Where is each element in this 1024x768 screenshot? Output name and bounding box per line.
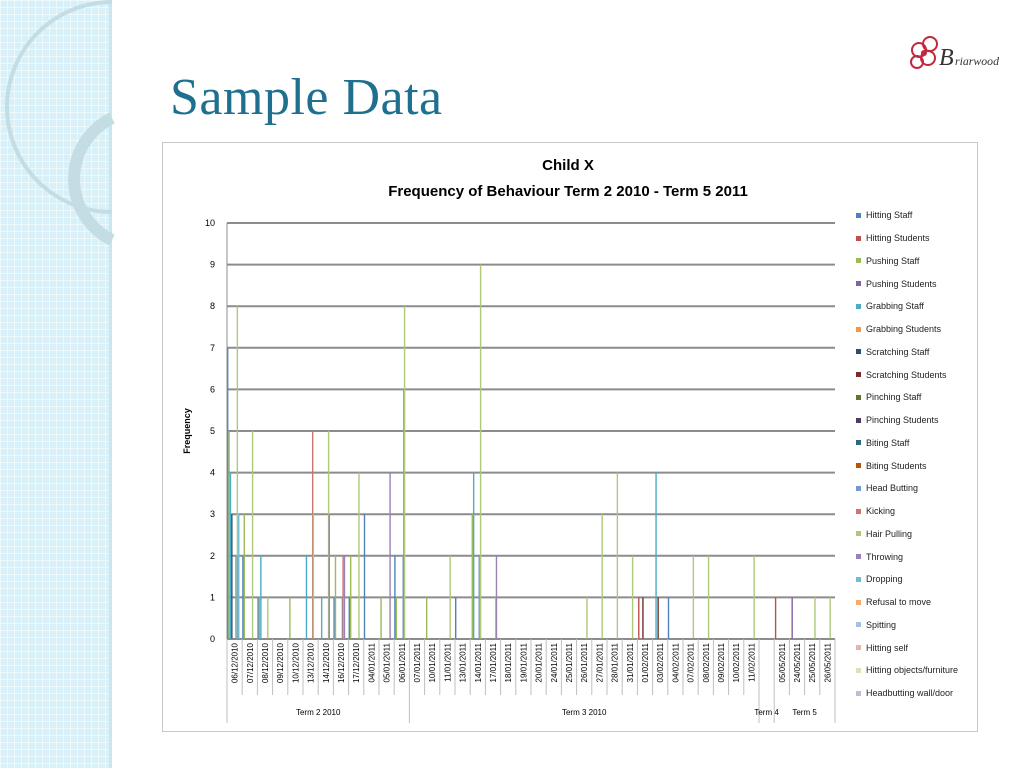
bar [455, 597, 456, 639]
x-tick-label: 03/02/2011 [656, 643, 666, 683]
bar [380, 597, 381, 639]
legend-swatch [856, 622, 861, 627]
legend-label: Grabbing Students [866, 324, 942, 335]
x-group-label: Term 2 2010 [295, 708, 341, 717]
legend-label: Biting Students [866, 460, 927, 471]
x-tick-label: 08/12/2010 [261, 643, 270, 684]
bar [329, 514, 330, 639]
legend-item [856, 204, 958, 227]
x-tick-label: 07/02/2011 [686, 643, 696, 683]
legend-item [856, 272, 958, 295]
legend-swatch [856, 304, 861, 309]
legend-item [856, 250, 958, 273]
legend-label: Throwing [866, 551, 904, 562]
legend-swatch [856, 258, 861, 263]
bar [478, 556, 479, 639]
x-tick-label: 04/02/2011 [671, 643, 681, 683]
x-tick-label: 17/01/2011 [489, 643, 498, 683]
legend-label: Scratching Staff [866, 346, 930, 357]
legend-label: Refusal to move [866, 597, 932, 608]
svg-text:riarwood: riarwood [955, 54, 1000, 68]
chart-title: Child X [542, 157, 594, 174]
bar-chart [163, 143, 977, 731]
legend-label: Pinching Students [866, 415, 939, 426]
legend-label: Headbutting wall/door [866, 688, 954, 699]
bar [260, 556, 261, 639]
y-tick-label: 9 [209, 259, 215, 270]
decorative-ring-small [74, 118, 112, 240]
decorative-ring-large [7, 2, 112, 212]
bar [228, 431, 229, 639]
bar [829, 597, 830, 639]
legend-swatch [856, 554, 861, 559]
legend-label: Biting Staff [866, 437, 910, 448]
legend-swatch [856, 463, 861, 468]
legend-label: Grabbing Staff [866, 301, 924, 312]
legend-swatch [856, 395, 861, 400]
x-tick-label: 24/01/2011 [549, 643, 559, 683]
legend-item [856, 432, 958, 455]
bar [394, 556, 395, 639]
bar [791, 597, 792, 639]
x-tick-label: 04/01/2011 [367, 643, 377, 683]
legend-swatch [856, 236, 861, 241]
bar [358, 473, 359, 639]
legend-item [856, 682, 958, 705]
legend-item [856, 659, 958, 682]
legend-item [856, 523, 958, 546]
legend-item [856, 568, 958, 591]
legend-swatch [856, 213, 861, 218]
legend-item [856, 636, 958, 659]
bar [267, 597, 268, 639]
x-tick-label: 01/02/2011 [641, 643, 650, 683]
y-tick-label: 3 [209, 509, 215, 520]
legend-swatch [856, 691, 861, 696]
bar [259, 597, 260, 639]
legend-swatch [856, 372, 861, 377]
x-tick-label: 28/01/2011 [610, 643, 620, 683]
x-tick-label: 14/01/2011 [473, 643, 483, 683]
legend-swatch [856, 349, 861, 354]
chart-legend [856, 204, 958, 705]
legend-label: Spitting [866, 619, 897, 630]
y-tick-label: 8 [209, 301, 215, 312]
y-tick-label: 4 [209, 467, 215, 478]
x-tick-label: 25/01/2011 [565, 643, 574, 683]
y-tick-label: 2 [209, 550, 215, 561]
briarwood-logo [906, 32, 1006, 78]
legend-swatch [856, 509, 861, 514]
bar [775, 597, 776, 639]
bar [449, 556, 450, 639]
bar [289, 597, 290, 639]
bar [257, 597, 258, 639]
bar [617, 473, 618, 639]
bar [586, 597, 587, 639]
legend-item [856, 386, 958, 409]
bar [496, 556, 497, 639]
x-group-label: Term 4 [754, 708, 779, 717]
x-tick-label: 27/01/2011 [595, 643, 605, 683]
legend-item [856, 341, 958, 364]
x-tick-label: 09/12/2010 [276, 643, 286, 684]
bar [238, 514, 239, 639]
legend-label: Kicking [866, 506, 896, 517]
y-axis-label: Frequency [182, 408, 192, 454]
bar [230, 473, 231, 639]
legend-swatch [856, 281, 861, 286]
legend-item [856, 614, 958, 637]
bar [389, 473, 390, 639]
x-tick-label: 26/05/2011 [823, 643, 833, 683]
x-tick-label: 13/01/2011 [458, 643, 468, 683]
bar [708, 556, 709, 639]
legend-item [856, 477, 958, 500]
legend-item [856, 295, 958, 318]
x-group-label: Term 3 2010 [561, 708, 607, 717]
bar [693, 556, 694, 639]
bar [601, 514, 602, 639]
bar [349, 597, 350, 639]
x-tick-label: 10/12/2010 [291, 643, 301, 684]
bar [244, 514, 245, 639]
bar [313, 514, 314, 639]
bar [655, 473, 656, 639]
legend-label: Pinching Staff [866, 392, 922, 403]
bar [426, 597, 427, 639]
x-tick-label: 11/02/2011 [747, 643, 757, 682]
decorative-rings [0, 0, 160, 260]
bar [668, 597, 669, 639]
bar [480, 265, 481, 639]
x-tick-label: 31/01/2011 [625, 643, 635, 683]
y-axis-ticks [205, 218, 215, 644]
legend-item [856, 318, 958, 341]
x-tick-label: 05/05/2011 [777, 643, 787, 683]
bar [404, 306, 405, 639]
legend-item [856, 409, 958, 432]
legend-label: Hitting self [866, 642, 909, 653]
legend-item [856, 591, 958, 614]
y-tick-label: 5 [209, 426, 215, 436]
legend-swatch [856, 327, 861, 332]
bar [638, 597, 639, 639]
legend-swatch [856, 440, 861, 445]
x-tick-label: 26/01/2011 [580, 643, 590, 683]
x-tick-label: 17/12/2010 [352, 643, 362, 684]
y-tick-label: 1 [209, 592, 215, 603]
chart-subtitle: Frequency of Behaviour Term 2 2010 - Term 5 2011 [388, 183, 748, 200]
legend-label: Pushing Staff [866, 255, 920, 266]
bar [364, 514, 365, 639]
legend-swatch [856, 600, 861, 605]
legend-swatch [856, 486, 861, 491]
bar [396, 597, 397, 639]
y-tick-label: 6 [209, 384, 215, 395]
legend-item [856, 454, 958, 477]
legend-label: Hair Pulling [866, 528, 913, 539]
x-tick-label: 06/01/2011 [397, 643, 407, 683]
bar [472, 514, 473, 639]
x-tick-label: 08/02/2011 [701, 643, 711, 683]
legend-label: Pushing Students [866, 278, 937, 289]
legend-label: Head Butting [866, 483, 919, 494]
bar [753, 556, 754, 639]
bar [657, 597, 658, 639]
svg-text:B: B [939, 45, 954, 71]
legend-swatch [856, 531, 861, 536]
x-tick-label: 07/01/2011 [413, 643, 422, 683]
legend-label: Hitting Staff [866, 210, 913, 221]
x-tick-label: 09/02/2011 [717, 643, 726, 683]
bar [350, 556, 351, 639]
legend-label: Scratching Students [866, 369, 947, 380]
legend-item [856, 500, 958, 523]
x-tick-label: 06/12/2010 [230, 643, 240, 684]
x-tick-label: 11/01/2011 [443, 643, 453, 682]
x-tick-label: 07/12/2010 [245, 643, 255, 684]
legend-swatch [856, 645, 861, 650]
bar [235, 556, 236, 639]
x-tick-label: 05/01/2011 [382, 643, 392, 683]
bar [335, 556, 336, 639]
slide-title: Sample Data [170, 69, 443, 126]
x-tick-label: 19/01/2011 [519, 643, 529, 683]
legend-item [856, 227, 958, 250]
bar [231, 514, 232, 639]
bar [306, 556, 307, 639]
bar [252, 431, 253, 639]
legend-swatch [856, 418, 861, 423]
gridlines [227, 223, 835, 639]
x-tick-label: 24/05/2011 [793, 643, 802, 683]
legend-item [856, 545, 958, 568]
y-tick-label: 7 [209, 342, 215, 353]
bar [242, 556, 243, 639]
x-tick-label: 16/12/2010 [337, 643, 346, 684]
bar [344, 556, 345, 639]
x-tick-label: 10/02/2011 [732, 643, 742, 683]
legend-label: Dropping [866, 574, 903, 585]
bar [333, 597, 334, 639]
bar [473, 473, 474, 639]
x-tick-label: 18/01/2011 [504, 643, 514, 683]
x-group-label: Term 5 [792, 708, 817, 717]
bar [632, 556, 633, 639]
x-tick-label: 10/01/2011 [428, 643, 438, 683]
legend-label: Hitting objects/furniture [866, 665, 959, 676]
bars [227, 265, 831, 639]
legend-swatch [856, 577, 861, 582]
y-tick-label: 0 [209, 634, 215, 644]
bar [814, 597, 815, 639]
bar [321, 597, 322, 639]
x-tick-label: 25/05/2011 [808, 643, 818, 683]
x-tick-label: 14/12/2010 [321, 643, 331, 684]
legend-item [856, 363, 958, 386]
legend-label: Hitting Students [866, 233, 930, 244]
x-tick-label: 20/01/2011 [534, 643, 544, 683]
bar [642, 597, 643, 639]
legend-swatch [856, 668, 861, 673]
y-tick-label: 10 [204, 218, 215, 228]
x-tick-label: 13/12/2010 [306, 643, 316, 684]
